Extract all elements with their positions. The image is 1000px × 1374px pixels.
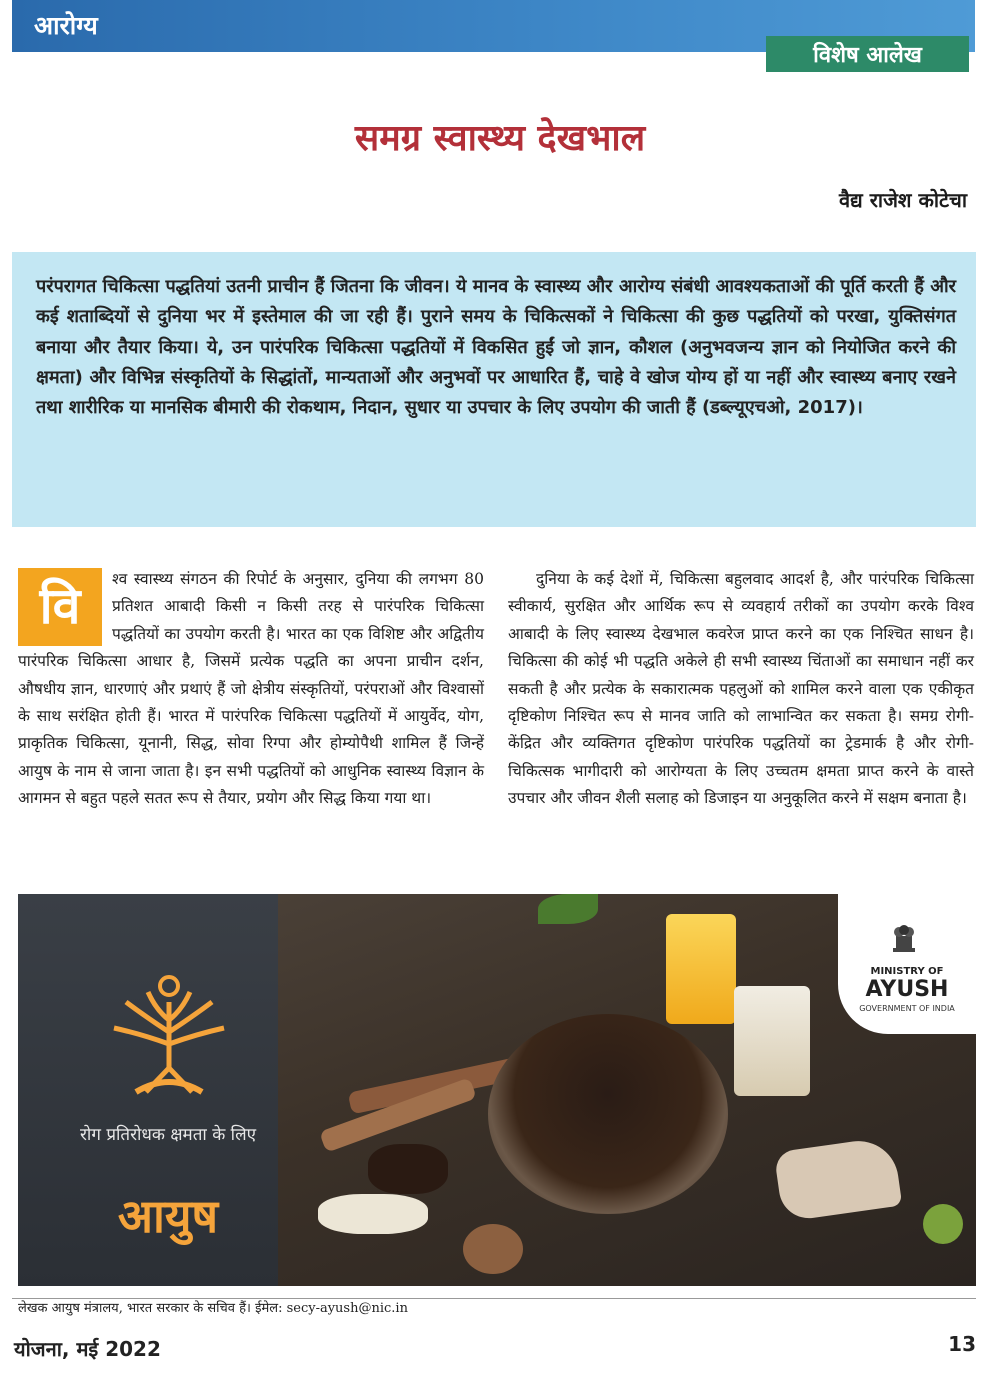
- intro-text: परंपरागत चिकित्सा पद्धतियां उतनी प्राचीन हैं जितना कि जीवन। ये मानव के स्वास्थ्य और आरोग्य संबंधी आवश्यकताओं की पूर्ति करती हैं और कई शताब्दियों से दुनिया भर में इस्तेमाल की जा रही हैं। पुराने समय के चिकित्सकों ने चिकित्सा की कुछ पद्धतियों को परखा, युक्तिसंगत बनाया और तैयार किया। ये, उन पारंपरिक चिकित्सा पद्धतियों में विकसित हुईं जो ज्ञान, कौशल (अनुभवजन्य ज्ञान को नियोजित करने की क्षमता) और विभिन्न संस्कृतियों के सिद्धांतों, मान्यताओं और अनुभवों पर आधारित हैं, चाहे वे खोज योग्य हों या नहीं और स्वास्थ्य बनाए रखने तथा शारीरिक या मानसिक बीमारी की रोकथाम, निदान, सुधार या उपचार के लिए उपयोग की जाती हैं (डब्ल्यूएचओ, 2017)।: [36, 276, 956, 419]
- nuts-pile: [318, 1194, 428, 1234]
- ayush-advertisement: [18, 894, 976, 1286]
- author-footnote: लेखक आयुष मंत्रालय, भारत सरकार के सचिव हैं। ईमेल: secy-ayush@nic.in: [18, 1301, 408, 1316]
- ministry-of-text: MINISTRY OF: [870, 966, 944, 977]
- author-name: वैद्य राजेश कोटेचा: [839, 188, 967, 212]
- publication-name: योजना, मई 2022: [14, 1337, 161, 1361]
- ayush-logo-icon: [106, 972, 232, 1098]
- herbal-bowl: [488, 1014, 728, 1214]
- ad-slogan: रोग प्रतिरोधक क्षमता के लिए: [79, 1125, 256, 1145]
- ministry-badge: [838, 894, 976, 1034]
- dates-pile: [368, 1144, 448, 1194]
- powder-glass: [734, 986, 810, 1096]
- intro-box: [12, 252, 976, 527]
- juice-glass: [666, 914, 736, 1024]
- feature-tab: विशेष आलेख: [766, 36, 969, 72]
- leaf-shape: [538, 894, 598, 924]
- right-column: [508, 566, 974, 813]
- left-column: [18, 566, 484, 813]
- article-title: समग्र स्वास्थ्य देखभाल: [354, 118, 646, 159]
- government-of-india-text: GOVERNMENT OF INDIA: [859, 1004, 955, 1013]
- ministry-ayush-text: AYUSH: [865, 977, 949, 1002]
- nutmeg: [463, 1224, 523, 1274]
- section-label: आरोग्य: [34, 11, 98, 40]
- amla-fruit: [923, 1204, 963, 1244]
- right-column-text: दुनिया के कई देशों में, चिकित्सा बहुलवाद आदर्श है, और पारंपरिक चिकित्सा स्वीकार्य, सुरक्षित और आर्थिक रूप से व्यवहार्य तरीकों का उपयोग करके विश्व आबादी के लिए स्वास्थ्य देखभाल कवरेज प्राप्त करने का एक निश्चित साधन है। चिकित्सा की कोई भी पद्धति अकेले ही सभी स्वास्थ्य चिंताओं का समाधान नहीं कर सकती है और प्रत्येक के सकारात्मक पहलुओं को शामिल करने वाला एक एकीकृत दृष्टिकोण निश्चित रूप से मानव जाति को लाभान्वित कर सकता है। समग्र रोगी-केंद्रित और व्यक्तिगत दृष्टिकोण पारंपरिक पद्धतियों का ट्रेडमार्क है और रोगी-चिकित्सक भागीदारी को आरोग्यता के लिए उच्चतम क्षमता प्राप्त करने के वास्ते उपचार और जीवन शैली सलाह को डिजाइन या अनुकूलित करने में सक्षम बनाता है।: [508, 570, 974, 808]
- page-number: 13: [948, 1332, 976, 1356]
- ad-brand: आयुष: [117, 1189, 219, 1243]
- national-emblem-icon: [890, 922, 918, 956]
- left-column-text: श्व स्वास्थ्य संगठन की रिपोर्ट के अनुसार, दुनिया की लगभग 80 प्रतिशत आबादी किसी न किसी तरह से पारंपरिक चिकित्सा पद्धतियों का उपयोग करती है। भारत का एक विशिष्ट और अद्वितीय पारंपरिक चिकित्सा आधार है, जिसमें प्रत्येक पद्धति का अपना प्राचीन दर्शन, औषधीय ज्ञान, धारणाएं और प्रथाएं हैं जो क्षेत्रीय संस्कृतियों, परंपराओं और विश्वासों के साथ सरंक्षित होती हैं। भारत में पारंपरिक चिकित्सा पद्धतियों में आयुर्वेद, योग, प्राकृतिक चिकित्सा, यूनानी, सिद्ध, सोवा रिग्पा और होम्योपैथी शामिल हैं जिन्हें आयुष के नाम से जाना जाता है। इन सभी पद्धतियों को आधुनिक स्वास्थ्य विज्ञान के आगमन से बहुत पहले सतत रूप से तैयार, प्रयोग और सिद्ध किया गया था।: [18, 570, 484, 808]
- drop-cap: वि: [18, 568, 102, 646]
